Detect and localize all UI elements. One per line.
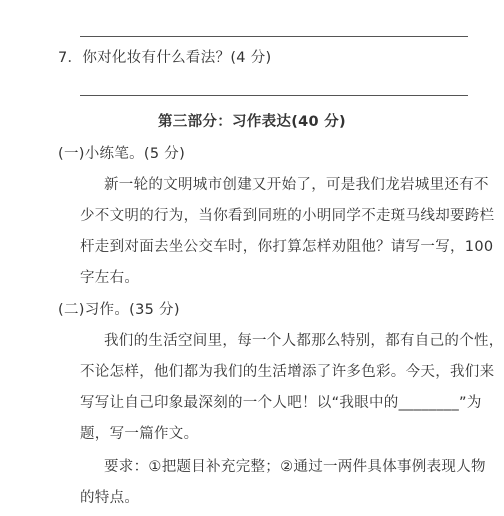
part2-heading: (二)习作。(35 分) bbox=[58, 302, 180, 318]
requirement-line: 的特点。 bbox=[80, 490, 140, 506]
part1-paragraph-line: 杆走到对面去坐公交车时，你打算怎样劝阻他？请写一写，100 bbox=[80, 239, 494, 255]
part1-paragraph-line: 字左右。 bbox=[80, 270, 140, 286]
part2-paragraph-line: 题，写一篇作文。 bbox=[80, 426, 199, 442]
part1-heading: (一)小练笔。(5 分) bbox=[58, 146, 186, 162]
part1-paragraph-line: 新一轮的文明城市创建又开始了，可是我们龙岩城里还有不 bbox=[104, 177, 489, 193]
answer-line-q7 bbox=[80, 95, 468, 96]
part2-paragraph-line: 我们的生活空间里，每一个人都那么特别，都有自己的个性， bbox=[104, 333, 504, 349]
section-title: 第三部分：习作表达(40 分) bbox=[158, 114, 346, 130]
part2-paragraph-line: 写写让自己印象最深刻的一个人吧！以“我眼中的________”为 bbox=[80, 395, 482, 411]
question-7: 7．你对化妆有什么看法？(4 分) bbox=[58, 50, 272, 66]
part2-paragraph-line: 不论怎样，他们都为我们的生活增添了许多色彩。今天，我们来 bbox=[80, 364, 495, 380]
answer-line-top bbox=[80, 36, 468, 37]
part1-paragraph-line: 少不文明的行为，当你看到同班的小明同学不走斑马线却要跨栏 bbox=[80, 208, 495, 224]
requirement-line: 要求：①把题目补充完整；②通过一两件具体事例表现人物 bbox=[104, 459, 486, 475]
